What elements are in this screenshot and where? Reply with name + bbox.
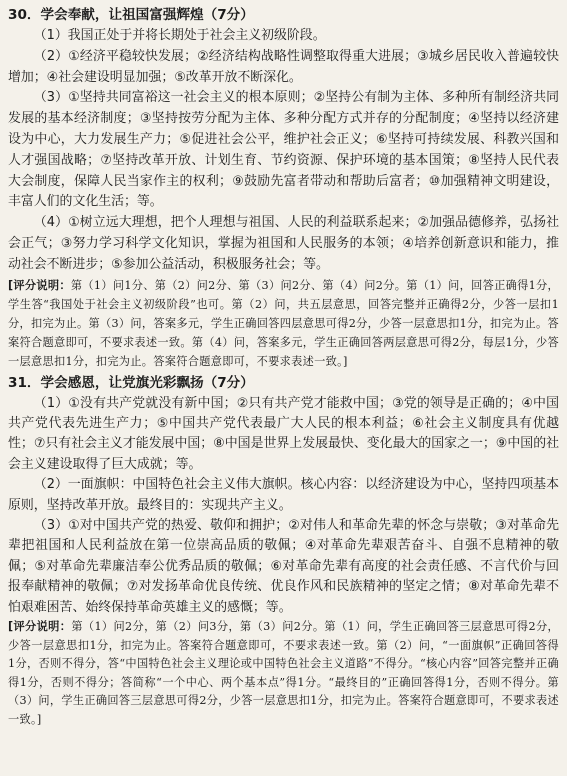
question-31-title: 31．学会感恩，让党旗光彩飘扬（7分） [8, 374, 254, 391]
question-30-part-2: （2）①经济平稳较快发展；②经济结构战略性调整取得重大进展；③城乡居民收入普遍较快增加；④社会建设明显加强；⑤改革开放不断深化。 [8, 48, 559, 85]
question-31-scoring-note [8, 618, 559, 730]
question-31 [8, 372, 559, 730]
question-30 [8, 4, 559, 372]
question-30-part-3: （3）①坚持共同富裕这一社会主义的根本原则；②坚持公有制为主体、多种所有制经济共同发展的基本经济制度；③坚持按劳分配为主体、多种分配方式并存的分配制度；④坚持以经济建设为中心，大力发展生产力；⑤促进社会公平，维护社会正义；⑥坚持可持续发展、科教兴国和人才强国战略；⑦坚持改革开放、计划生育、节约资源、保护环境的基本国策；⑧坚持人民代表大会制度，保障人民当家作主的权利；⑨鼓励先富者带动和帮助后富者；⑩加强精神文明建设，丰富人们的文化生活；等。 [8, 90, 559, 210]
question-30-scoring-note [8, 276, 559, 372]
scoring-note-body: 第（1）问1分、第（2）问2分、第（3）问2分、第（4）问2分。第（1）问，回答正确得1分，学生答“我国处于社会主义初级阶段”也可。第（2）问，共五层意思，回答完整并正确得2分，少答一层扣1分，扣完为止。第（3）问，答案多元，学生正确回答四层意思可得2分，少答一层意思扣1分，扣完为止。答案符合题意即可，不要求表述一致。第（4）问，答案多元，学生正确回答两层意思可得2分，每层1分，少答一层意思扣1分，扣完为止。答案符合题意即可，不要求表述一致。] [8, 278, 559, 369]
question-31-part-1: （1）①没有共产党就没有新中国；②只有共产党才能救中国；③党的领导是正确的；④中国共产党代表先进生产力；⑤中国共产党代表最广大人民的根本利益；⑥社会主义制度具有优越性；⑦只有社会主义才能发展中国；⑧中国是世界上发展最快、变化最大的国家之一；⑨中国的社会主义建设取得了巨大成就；等。 [8, 395, 559, 472]
question-30-title: 30．学会奉献，让祖国富强辉煌（7分） [8, 7, 254, 23]
scoring-note-body: 第（1）问2分，第（2）问3分，第（3）问2分。第（1）问，学生正确回答三层意思可得2分，少答一层意思扣1分，扣完为止。答案符合题意即可，不要求表述一致。第（2）问，“一面旗帜”正确回答得1分，否则不得分，答“中国特色社会主义理论或中国特色社会主义道路”不得分。“核心内容”回答完整并正确得1分，否则不得分；答简称“一个中心、两个基本点”得1分。“最终目的”正确回答得1分，否则不得分。第（3）问，学生正确回答三层意思可得2分，少答一层意思扣1分，扣完为止。答案符合题意即可，不要求表述一致。] [8, 620, 559, 727]
scoring-note-label: [评分说明： [8, 620, 72, 634]
question-30-part-1: （1）我国正处于并将长期处于社会主义初级阶段。 [33, 28, 326, 43]
scoring-note-label: [评分说明： [8, 278, 71, 292]
question-31-part-3: （3）①对中国共产党的热爱、敬仰和拥护；②对伟人和革命先辈的怀念与崇敬；③对革命先辈把祖国和人民利益放在第一位崇高品质的敬佩；④对革命先辈艰苦奋斗、自强不息精神的敬佩；⑤对革命先辈廉洁奉公优秀品质的敬佩；⑥对革命先辈有高度的社会责任感、不言代价与回报奉献精神的敬佩；⑦对发扬革命优良传统、优良作风和民族精神的坚定之情；⑧对革命先辈不怕艰难困苦、始终保持革命英雄主义的感慨；等。 [8, 518, 559, 615]
question-30-part-4: （4）①树立远大理想，把个人理想与祖国、人民的利益联系起来；②加强品德修养，弘扬社会正气；③努力学习科学文化知识，掌握为祖国和人民服务的本领；④培养创新意识和能力，推动社会不断进步；⑤参加公益活动，积极服务社会；等。 [8, 215, 559, 272]
question-31-part-2: （2）一面旗帜：中国特色社会主义伟大旗帜。核心内容：以经济建设为中心，坚持四项基本原则，坚持改革开放。最终目的：实现共产主义。 [8, 477, 559, 513]
